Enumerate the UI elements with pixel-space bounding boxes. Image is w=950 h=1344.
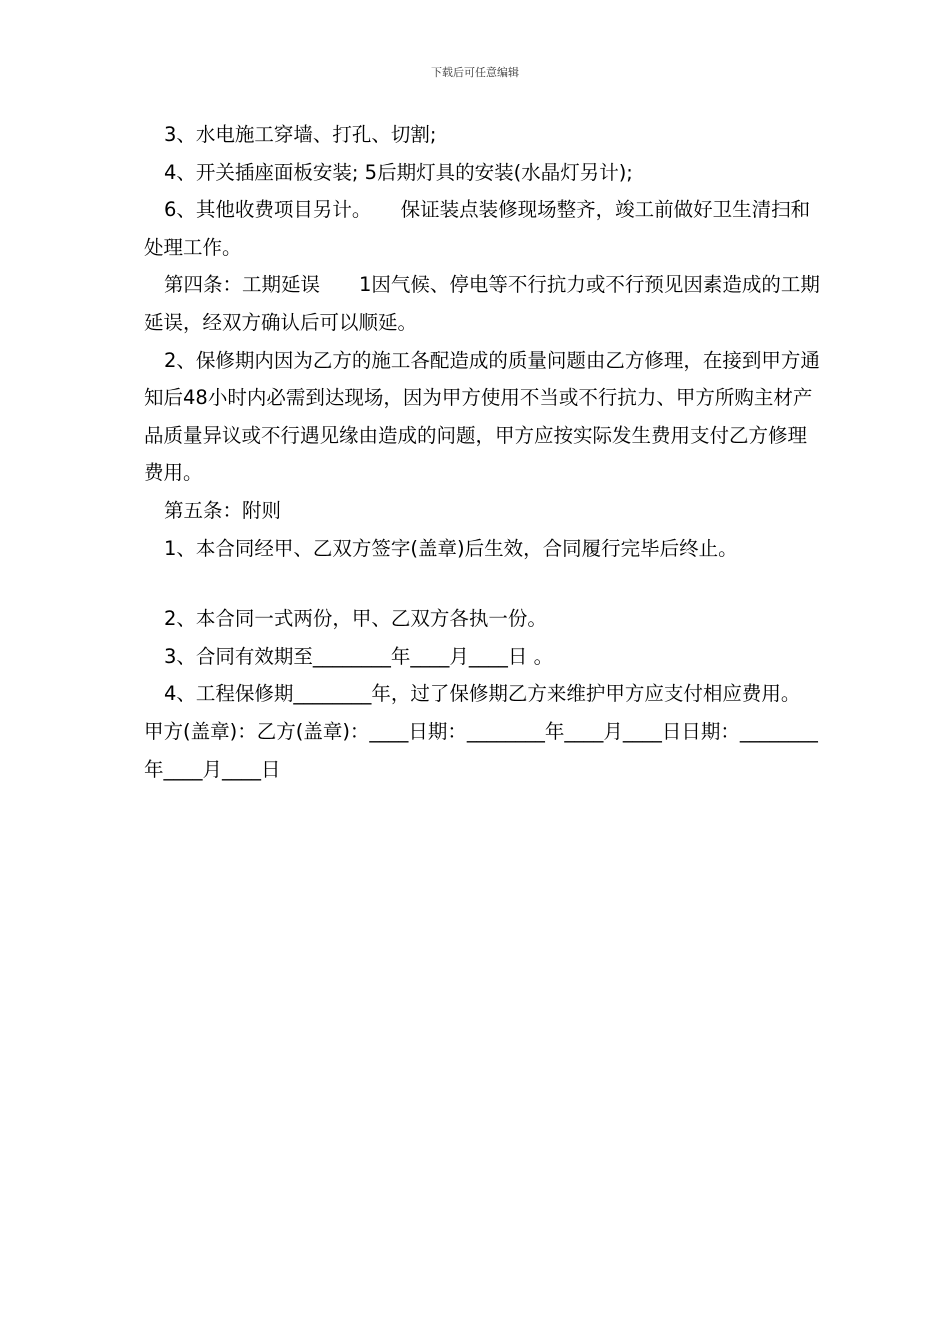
blank-line [144, 567, 824, 600]
paragraph-clause-1: 1、本合同经甲、乙双方签字(盖章)后生效，合同履行完毕后终止。 [164, 536, 738, 560]
paragraph-warranty: 2、保修期内因为乙方的施工各配造成的质量问题由乙方修理，在接到甲方通知后48小时内必需到达现场，因为甲方使用不当或不行抗力、甲方所购主材产品质量异议或不行遇见缘由造成的问题，甲方应按实际发生费用支付乙方修理费用。 [144, 348, 820, 485]
paragraph-clause-4-signatures: 4、工程保修期________年，过了保修期乙方来维护甲方应支付相应费用。 甲方(盖章)：乙方(盖章)：____日期：________年____月____日日期：________年____月____日 [144, 682, 830, 781]
paragraph-clause-3: 3、合同有效期至________年____月____日 。 [164, 644, 554, 668]
document-body [144, 116, 830, 788]
paragraph-item-3: 3、水电施工穿墙、打孔、切割; [164, 123, 437, 146]
paragraph-clause-2: 2、本合同一式两份，甲、乙双方各执一份。 [164, 607, 547, 631]
paragraph-article-4: 第四条：工期延误 1因气候、停电等不行抗力或不行预见因素造成的工期延误，经双方确认后可以顺延。 [144, 273, 820, 334]
page-header: 下载后可任意编辑 [431, 66, 519, 79]
paragraph-item-4-5: 4、开关插座面板安装; 5后期灯具的安装(水晶灯另计); [164, 160, 633, 184]
paragraph-article-5-heading: 第五条：附则 [164, 498, 282, 522]
paragraph-item-6: 6、其他收费项目另计。 保证装点装修现场整齐，竣工前做好卫生清扫和处理工作。 [144, 198, 811, 259]
